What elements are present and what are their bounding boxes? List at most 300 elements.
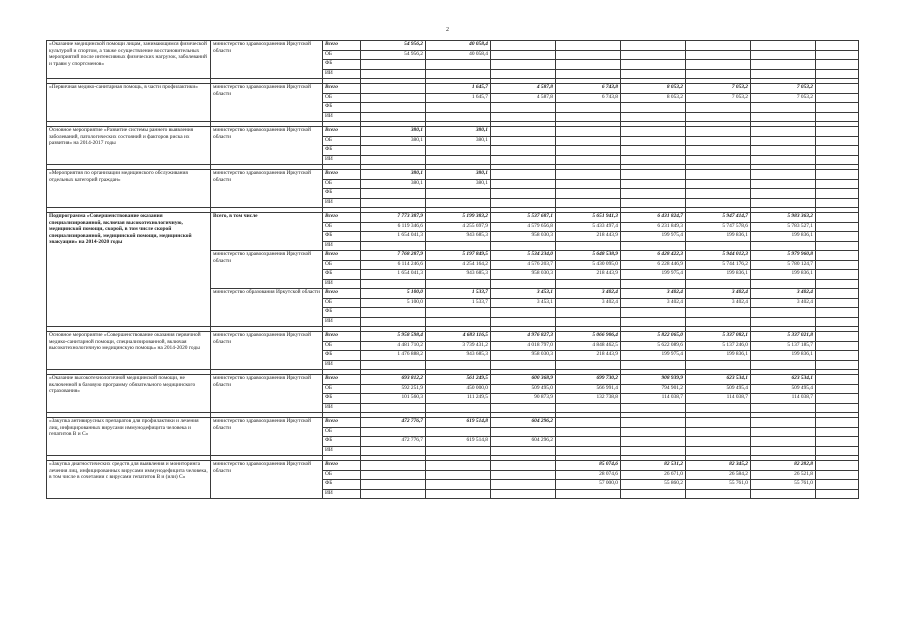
amount-cell: 5 822 065,0 (621, 332, 686, 342)
amount-cell (556, 427, 621, 437)
amount-cell: 4 683 116,5 (426, 332, 491, 342)
amount-cell (816, 93, 859, 103)
amount-cell (816, 232, 859, 242)
amount-cell (751, 170, 816, 180)
amount-cell (426, 317, 491, 327)
amount-cell (491, 198, 556, 208)
budget-table (46, 40, 859, 499)
amount-cell: 6 428 422,3 (621, 251, 686, 261)
amount-cell: 7 768 287,9 (361, 251, 426, 261)
amount-cell: 623 534,1 (751, 375, 816, 385)
amount-cell: 218 443,9 (556, 270, 621, 280)
amount-cell: 40 058,4 (426, 41, 491, 51)
amount-cell (491, 241, 556, 251)
amount-cell (556, 155, 621, 165)
amount-cell (816, 427, 859, 437)
executor-cell: министерство здравоохранения Иркутской области (211, 84, 323, 122)
amount-cell (816, 470, 859, 480)
amount-cell: 619 514,8 (426, 437, 491, 447)
amount-cell (686, 279, 751, 289)
amount-cell (816, 489, 859, 499)
amount-cell: 5 944 012,3 (686, 251, 751, 261)
amount-cell: 472 776,7 (361, 418, 426, 428)
table-row (47, 375, 859, 385)
amount-cell: 3 402,4 (621, 298, 686, 308)
amount-cell: 132 738,8 (556, 394, 621, 404)
amount-cell (556, 69, 621, 79)
amount-cell (816, 241, 859, 251)
amount-cell (816, 418, 859, 428)
funding-source: Всего (323, 41, 361, 51)
amount-cell (556, 446, 621, 456)
amount-cell (816, 170, 859, 180)
amount-cell: 82 282,8 (751, 461, 816, 471)
amount-cell: 1 645,7 (426, 84, 491, 94)
table-row (47, 213, 859, 223)
amount-cell (361, 103, 426, 113)
amount-cell (556, 241, 621, 251)
amount-cell (686, 60, 751, 70)
amount-cell (751, 127, 816, 137)
activity-name: Основное мероприятие «Совершенствование оказания первичной медико-санитарной помощи, специализированной, включая высокотехнологичную медицинскую помощь» на 2014-2020 годы (47, 332, 211, 370)
amount-cell (621, 69, 686, 79)
amount-cell: 40 058,4 (426, 50, 491, 60)
amount-cell (751, 418, 816, 428)
funding-source: ФБ (323, 232, 361, 242)
amount-cell: 85 074,6 (556, 461, 621, 471)
amount-cell (426, 427, 491, 437)
amount-cell: 5 983 363,2 (751, 213, 816, 223)
amount-cell (491, 470, 556, 480)
amount-cell (621, 50, 686, 60)
funding-source: ИИ (323, 446, 361, 456)
funding-source: Всего (323, 251, 361, 261)
amount-cell (751, 60, 816, 70)
amount-cell (751, 112, 816, 122)
amount-cell: 380,1 (426, 170, 491, 180)
amount-cell (621, 446, 686, 456)
amount-cell (686, 127, 751, 137)
amount-cell: 958 030,3 (491, 351, 556, 361)
amount-cell: 794 901,2 (621, 384, 686, 394)
executor-cell: министерство здравоохранения Иркутской области (211, 375, 323, 413)
amount-cell (491, 127, 556, 137)
table-row (47, 418, 859, 428)
amount-cell (751, 403, 816, 413)
funding-source: ФБ (323, 394, 361, 404)
amount-cell (686, 437, 751, 447)
amount-cell (686, 41, 751, 51)
amount-cell: 5 100,0 (361, 289, 426, 299)
funding-source: ОБ (323, 222, 361, 232)
amount-cell (491, 317, 556, 327)
amount-cell (621, 317, 686, 327)
amount-cell: 604 296,2 (491, 437, 556, 447)
amount-cell (621, 170, 686, 180)
amount-cell: 509 495,4 (751, 384, 816, 394)
amount-cell: 199 836,1 (686, 270, 751, 280)
amount-cell: 90 873,9 (491, 394, 556, 404)
amount-cell: 54 956,2 (361, 50, 426, 60)
amount-cell (491, 136, 556, 146)
amount-cell (426, 155, 491, 165)
amount-cell (556, 136, 621, 146)
amount-cell: 6 231 849,3 (621, 222, 686, 232)
amount-cell (621, 437, 686, 447)
amount-cell (556, 189, 621, 199)
amount-cell (491, 461, 556, 471)
amount-cell: 5 197 849,5 (426, 251, 491, 261)
amount-cell (816, 332, 859, 342)
amount-cell (816, 41, 859, 51)
amount-cell: 509 495,4 (686, 384, 751, 394)
amount-cell (686, 446, 751, 456)
amount-cell: 5 534 234,0 (491, 251, 556, 261)
amount-cell (491, 360, 556, 370)
amount-cell (751, 427, 816, 437)
amount-cell (621, 136, 686, 146)
amount-cell (621, 279, 686, 289)
amount-cell: 199 975,4 (621, 232, 686, 242)
amount-cell: 4 018 797,0 (491, 341, 556, 351)
amount-cell (816, 298, 859, 308)
funding-source: Всего (323, 170, 361, 180)
amount-cell (621, 241, 686, 251)
amount-cell (491, 446, 556, 456)
funding-source: ИИ (323, 489, 361, 499)
amount-cell (751, 155, 816, 165)
amount-cell: 958 030,3 (491, 270, 556, 280)
amount-cell (426, 446, 491, 456)
funding-source: ФБ (323, 103, 361, 113)
amount-cell: 4 576 203,7 (491, 260, 556, 270)
amount-cell: 3 402,4 (621, 289, 686, 299)
amount-cell: 7 053,2 (686, 84, 751, 94)
amount-cell: 8 053,2 (621, 93, 686, 103)
amount-cell (686, 403, 751, 413)
amount-cell (751, 189, 816, 199)
amount-cell (816, 127, 859, 137)
executor-cell: министерство здравоохранения Иркутской области (211, 418, 323, 456)
amount-cell: 5 651 941,3 (556, 213, 621, 223)
funding-source: ИИ (323, 360, 361, 370)
amount-cell: 57 000,0 (556, 480, 621, 490)
funding-source: ИИ (323, 241, 361, 251)
amount-cell: 6 743,8 (556, 84, 621, 94)
amount-cell (621, 418, 686, 428)
amount-cell: 3 402,4 (751, 289, 816, 299)
amount-cell (751, 360, 816, 370)
funding-source: ИИ (323, 155, 361, 165)
amount-cell (816, 103, 859, 113)
funding-source: ФБ (323, 60, 361, 70)
amount-cell (361, 446, 426, 456)
amount-cell: 5 783 527,1 (751, 222, 816, 232)
amount-cell (491, 279, 556, 289)
amount-cell (816, 270, 859, 280)
amount-cell (621, 146, 686, 156)
amount-cell: 199 836,1 (751, 270, 816, 280)
amount-cell (556, 112, 621, 122)
amount-cell (686, 146, 751, 156)
amount-cell: 5 622 089,6 (621, 341, 686, 351)
amount-cell (751, 279, 816, 289)
amount-cell: 4 976 827,3 (491, 332, 556, 342)
activity-name: «Оказание высокотехнологичной медицинской помощи, не включенной в базовую программу обязательного медицинского страхования» (47, 375, 211, 413)
amount-cell: 3 402,4 (751, 298, 816, 308)
amount-cell: 26 584,2 (686, 470, 751, 480)
amount-cell (621, 308, 686, 318)
amount-cell (816, 360, 859, 370)
funding-source: ИИ (323, 198, 361, 208)
amount-cell: 55 761,0 (686, 480, 751, 490)
executor-cell: Всего, в том числе (211, 213, 323, 251)
amount-cell (361, 60, 426, 70)
amount-cell (361, 93, 426, 103)
amount-cell (491, 103, 556, 113)
amount-cell: 5 066 906,4 (556, 332, 621, 342)
amount-cell: 6 743,8 (556, 93, 621, 103)
amount-cell: 114 038,7 (686, 394, 751, 404)
amount-cell (621, 112, 686, 122)
amount-cell (426, 461, 491, 471)
amount-cell (556, 317, 621, 327)
amount-cell: 380,1 (361, 127, 426, 137)
amount-cell: 6 228 446,9 (621, 260, 686, 270)
amount-cell (361, 146, 426, 156)
amount-cell (556, 360, 621, 370)
activity-name: Подпрограмма «Совершенствование оказания специализированной, включая высокотехнологичную, медицинской помощи, скорой, в том числе скорой специализированной, медицинской помощи, медицинской эвакуации» на 2014-2020 годы (47, 213, 211, 327)
amount-cell (751, 198, 816, 208)
amount-cell: 943 685,3 (426, 351, 491, 361)
amount-cell (621, 403, 686, 413)
amount-cell: 101 560,3 (361, 394, 426, 404)
amount-cell: 5 780 124,7 (751, 260, 816, 270)
amount-cell: 1 533,7 (426, 289, 491, 299)
amount-cell (816, 146, 859, 156)
executor-cell: министерство здравоохранения Иркутской области (211, 332, 323, 370)
amount-cell: 619 514,8 (426, 418, 491, 428)
amount-cell (426, 241, 491, 251)
amount-cell (491, 112, 556, 122)
amount-cell: 114 038,7 (751, 394, 816, 404)
funding-source: ОБ (323, 136, 361, 146)
amount-cell (556, 198, 621, 208)
amount-cell (686, 418, 751, 428)
amount-cell: 3 402,4 (556, 289, 621, 299)
amount-cell (686, 155, 751, 165)
amount-cell (751, 317, 816, 327)
funding-source: Всего (323, 127, 361, 137)
amount-cell (816, 308, 859, 318)
table-row (47, 84, 859, 94)
amount-cell: 1 654 041,3 (361, 270, 426, 280)
funding-source: ИИ (323, 69, 361, 79)
amount-cell: 6 119 346,6 (361, 222, 426, 232)
amount-cell: 380,1 (426, 179, 491, 189)
amount-cell (816, 480, 859, 490)
amount-cell: 380,1 (361, 136, 426, 146)
amount-cell: 55 761,0 (751, 480, 816, 490)
amount-cell: 8 053,2 (621, 84, 686, 94)
executor-cell: министерство здравоохранения Иркутской области (211, 127, 323, 165)
amount-cell (816, 84, 859, 94)
amount-cell: 5 100,0 (361, 298, 426, 308)
funding-source: ФБ (323, 480, 361, 490)
amount-cell (426, 470, 491, 480)
amount-cell (491, 403, 556, 413)
amount-cell: 5 537 687,1 (491, 213, 556, 223)
amount-cell (426, 403, 491, 413)
funding-source: Всего (323, 418, 361, 428)
amount-cell: 7 053,2 (686, 93, 751, 103)
amount-cell (816, 260, 859, 270)
amount-cell (686, 489, 751, 499)
funding-source: ОБ (323, 50, 361, 60)
amount-cell (686, 69, 751, 79)
amount-cell (751, 136, 816, 146)
amount-cell (751, 446, 816, 456)
amount-cell (816, 222, 859, 232)
amount-cell (686, 50, 751, 60)
amount-cell: 908 939,9 (621, 375, 686, 385)
amount-cell (556, 403, 621, 413)
amount-cell (816, 403, 859, 413)
amount-cell: 114 038,7 (621, 394, 686, 404)
amount-cell (426, 489, 491, 499)
amount-cell: 3 453,1 (491, 298, 556, 308)
amount-cell (426, 189, 491, 199)
table-row (47, 127, 859, 137)
amount-cell (491, 170, 556, 180)
amount-cell (491, 308, 556, 318)
amount-cell: 699 730,2 (556, 375, 621, 385)
funding-source: ИИ (323, 112, 361, 122)
amount-cell (426, 103, 491, 113)
amount-cell (621, 41, 686, 51)
amount-cell (361, 279, 426, 289)
amount-cell (556, 41, 621, 51)
amount-cell: 5 744 176,2 (686, 260, 751, 270)
amount-cell (816, 289, 859, 299)
amount-cell (816, 394, 859, 404)
amount-cell (816, 189, 859, 199)
amount-cell (621, 489, 686, 499)
amount-cell: 5 337 082,1 (686, 332, 751, 342)
amount-cell (426, 279, 491, 289)
amount-cell (816, 446, 859, 456)
amount-cell (621, 189, 686, 199)
amount-cell: 4 848 462,5 (556, 341, 621, 351)
amount-cell (556, 489, 621, 499)
amount-cell (361, 198, 426, 208)
amount-cell (556, 103, 621, 113)
amount-cell (751, 69, 816, 79)
amount-cell: 111 249,5 (426, 394, 491, 404)
amount-cell (426, 198, 491, 208)
amount-cell (751, 103, 816, 113)
amount-cell: 4 255 697,9 (426, 222, 491, 232)
amount-cell: 693 812,2 (361, 375, 426, 385)
amount-cell (621, 155, 686, 165)
amount-cell: 623 534,1 (686, 375, 751, 385)
amount-cell (751, 146, 816, 156)
executor-cell: министерство здравоохранения Иркутской области (211, 251, 323, 289)
amount-cell (816, 179, 859, 189)
amount-cell: 592 251,9 (361, 384, 426, 394)
amount-cell (361, 489, 426, 499)
amount-cell (361, 112, 426, 122)
amount-cell (361, 403, 426, 413)
amount-cell: 450 000,0 (426, 384, 491, 394)
activity-name: «Оказание медицинской помощи лицам, занимающимся физической культурой и спортом, а также осуществление восстановительных мероприятий после интенсивных физических нагрузок, заболеваний и травм у спортсменов» (47, 41, 211, 79)
amount-cell (426, 60, 491, 70)
amount-cell (426, 360, 491, 370)
amount-cell: 1 654 041,3 (361, 232, 426, 242)
amount-cell: 218 443,9 (556, 351, 621, 361)
funding-source: ОБ (323, 179, 361, 189)
amount-cell: 566 991,4 (556, 384, 621, 394)
amount-cell (816, 198, 859, 208)
amount-cell: 958 030,3 (491, 232, 556, 242)
amount-cell (556, 146, 621, 156)
amount-cell: 199 836,1 (751, 232, 816, 242)
amount-cell: 199 836,1 (751, 351, 816, 361)
amount-cell (361, 241, 426, 251)
amount-cell: 4 254 164,2 (426, 260, 491, 270)
amount-cell: 5 747 578,6 (686, 222, 751, 232)
amount-cell: 5 979 960,8 (751, 251, 816, 261)
amount-cell: 5 337 021,8 (751, 332, 816, 342)
funding-source: ОБ (323, 93, 361, 103)
amount-cell (361, 317, 426, 327)
amount-cell (816, 251, 859, 261)
funding-source: Всего (323, 84, 361, 94)
amount-cell: 5 947 414,7 (686, 213, 751, 223)
amount-cell: 7 053,2 (751, 93, 816, 103)
amount-cell (816, 375, 859, 385)
amount-cell: 199 975,4 (621, 351, 686, 361)
funding-source: ОБ (323, 427, 361, 437)
amount-cell (361, 427, 426, 437)
amount-cell: 4 481 710,2 (361, 341, 426, 351)
funding-source: ОБ (323, 298, 361, 308)
amount-cell (686, 103, 751, 113)
amount-cell: 380,1 (426, 127, 491, 137)
amount-cell (816, 384, 859, 394)
amount-cell (491, 60, 556, 70)
funding-source: ФБ (323, 437, 361, 447)
table-row (47, 170, 859, 180)
amount-cell (621, 127, 686, 137)
amount-cell (751, 50, 816, 60)
amount-cell (816, 437, 859, 447)
amount-cell (621, 103, 686, 113)
amount-cell: 380,1 (426, 136, 491, 146)
amount-cell (816, 112, 859, 122)
amount-cell (426, 112, 491, 122)
amount-cell (361, 461, 426, 471)
amount-cell: 600 368,9 (491, 375, 556, 385)
amount-cell (556, 437, 621, 447)
amount-cell: 5 430 095,0 (556, 260, 621, 270)
amount-cell: 218 443,9 (556, 232, 621, 242)
funding-source: Всего (323, 461, 361, 471)
amount-cell (491, 155, 556, 165)
funding-source: ИИ (323, 317, 361, 327)
executor-cell: министерство здравоохранения Иркутской области (211, 170, 323, 208)
funding-source: Всего (323, 375, 361, 385)
